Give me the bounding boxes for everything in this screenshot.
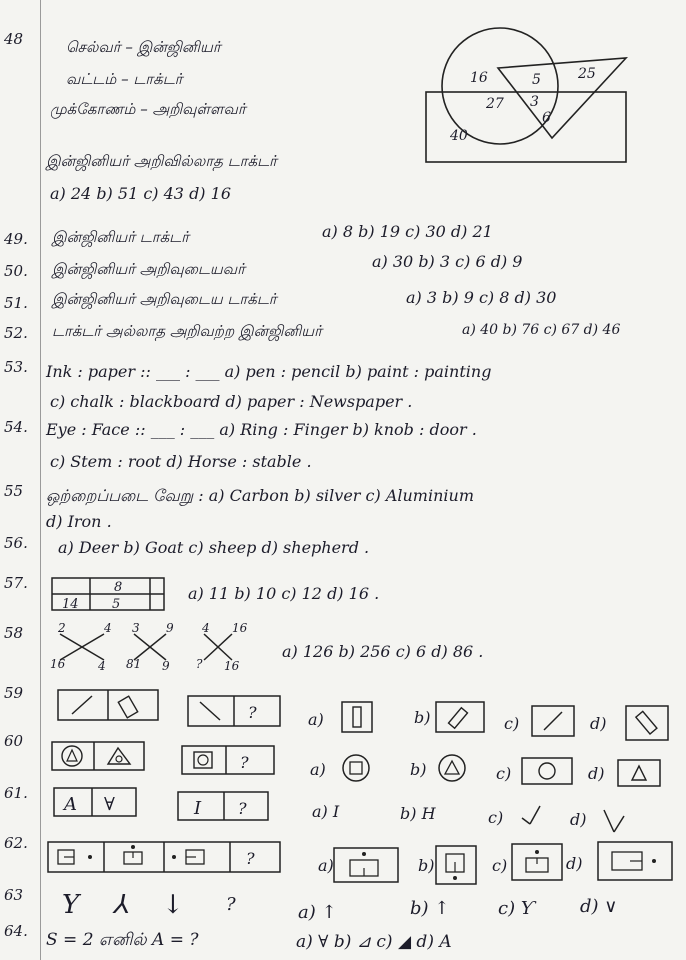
- margin-line: [40, 0, 41, 960]
- q48-venn-diagram: [420, 26, 640, 168]
- q57-grid: [50, 574, 170, 614]
- q63-seq-2: ⅄: [114, 890, 130, 920]
- q61-opt-a[interactable]: a) I: [312, 802, 340, 821]
- q55-line2: d) Iron .: [46, 512, 112, 531]
- q58-c3-tr: 16: [232, 621, 248, 635]
- q49-number: 49.: [4, 230, 28, 248]
- q58-c1-bl: 16: [50, 657, 66, 671]
- q54-number: 54.: [4, 418, 28, 436]
- q64-number: 64.: [4, 922, 28, 940]
- q59-number: 59: [4, 684, 24, 702]
- q63-opt-c[interactable]: c) Ƴ: [498, 898, 535, 919]
- q57-number: 57.: [4, 574, 28, 592]
- q58-c2-tr: 9: [166, 621, 174, 635]
- q56-text: a) Deer b) Goat c) sheep d) shepherd .: [58, 538, 370, 557]
- q62-opt-c-label: c): [492, 856, 508, 875]
- q59-opt-c-label: c): [504, 714, 520, 733]
- venn-value-5: 5: [532, 72, 541, 88]
- q63-opt-d[interactable]: d) ∨: [580, 896, 618, 917]
- q58-c2-tl: 3: [132, 621, 140, 635]
- q59-opt-a-label: a): [308, 710, 324, 729]
- q58-c1-br: 4: [98, 659, 106, 672]
- q49-options: a) 8 b) 19 c) 30 d) 21: [322, 222, 493, 241]
- q63-seq-1: Y: [62, 890, 80, 920]
- q60-opt-b-figure[interactable]: [436, 752, 472, 786]
- venn-value-25: 25: [578, 66, 596, 82]
- q61-problem-figure: [52, 786, 142, 820]
- q62-opt-d-label: d): [566, 854, 583, 873]
- q53-line1: Ink : paper :: ___ : ___ a) pen : pencil b) paint : painting: [46, 362, 492, 381]
- q57-options: a) 11 b) 10 c) 12 d) 16 .: [188, 584, 380, 603]
- q63-seq-3: ↓: [162, 890, 184, 920]
- q59-slash-icon: [72, 696, 92, 714]
- q59-opt-d-label: d): [590, 714, 607, 733]
- q59-question-figure: [186, 694, 286, 730]
- venn-value-16: 16: [470, 70, 488, 86]
- q58-number: 58: [4, 624, 24, 642]
- q60-opt-a-label: a): [310, 760, 326, 779]
- q60-problem-figure: [50, 740, 150, 774]
- venn-value-3: 3: [530, 94, 539, 110]
- q52-options: a) 40 b) 76 c) 67 d) 46: [462, 322, 621, 338]
- q60-opt-a-figure[interactable]: [340, 752, 376, 786]
- q61-cell-2: ∀: [104, 794, 115, 815]
- q60-question-mark: ?: [240, 753, 249, 772]
- q64-options: a) ∀ b) ⊿ c) ◢ d) A: [296, 932, 452, 952]
- q58-cross-3: [196, 621, 248, 672]
- q60-opt-c-figure[interactable]: [520, 756, 576, 788]
- q60-opt-d-label: d): [588, 764, 605, 783]
- q62-opt-a-label: a): [318, 856, 334, 875]
- q62-opt-c-figure[interactable]: [510, 842, 566, 884]
- q62-opt-b-figure[interactable]: [434, 844, 480, 888]
- q60-opt-d-figure[interactable]: [616, 758, 666, 790]
- q58-c1-tl: 2: [58, 621, 66, 635]
- q48-legend-2: வட்டம் – டாக்டர்: [66, 70, 183, 88]
- q63-seq-4: ?: [226, 894, 236, 915]
- q63-opt-b[interactable]: b) ↑: [410, 898, 450, 919]
- q50-options: a) 30 b) 3 c) 6 d) 9: [372, 252, 523, 271]
- q55-line1: ஒற்றைப்படை வேறு : a) Carbon b) silver c) Aluminium: [46, 486, 474, 505]
- q50-number: 50.: [4, 262, 28, 280]
- q58-c2-br: 9: [162, 659, 170, 672]
- q64-text: S = 2 எனில் A = ?: [46, 930, 199, 950]
- q59-problem-figure: [56, 688, 176, 724]
- q61-opt-d-label: d): [570, 810, 587, 829]
- q59-opt-d-figure[interactable]: [624, 704, 674, 744]
- q53-number: 53.: [4, 358, 28, 376]
- q50-text: இன்ஜினியர் அறிவுடையவர்: [52, 260, 245, 278]
- q62-number: 62.: [4, 834, 28, 852]
- q59-opt-b-figure[interactable]: [434, 700, 490, 736]
- q53-line2: c) chalk : blackboard d) paper : Newspaper .: [50, 392, 413, 411]
- q54-line2: c) Stem : root d) Horse : stable .: [50, 452, 312, 471]
- q58-options: a) 126 b) 256 c) 6 d) 86 .: [282, 642, 484, 661]
- q59-tilted-rect-icon: [118, 696, 137, 718]
- q58-c3-br: 16: [224, 659, 240, 672]
- q52-text: டாக்டர் அல்லாத அறிவற்ற இன்ஜினியர்: [52, 322, 323, 340]
- q52-number: 52.: [4, 324, 28, 342]
- q60-question-figure: [180, 744, 280, 778]
- q58-c3-tl: 4: [202, 621, 210, 635]
- q48-legend-1: செல்வர் – இன்ஜினியர்: [66, 38, 221, 56]
- q62-opt-b-label: b): [418, 856, 435, 875]
- q59-opt-c-figure[interactable]: [530, 704, 580, 740]
- q61-number: 61.: [4, 784, 28, 802]
- q59-opt-a-figure[interactable]: [340, 700, 376, 736]
- q51-options: a) 3 b) 9 c) 8 d) 30: [406, 288, 557, 307]
- q61-opt-c-label: c): [488, 808, 504, 827]
- q61-cell-3: I: [194, 798, 202, 819]
- q49-text: இன்ஜினியர் டாக்டர்: [52, 228, 189, 246]
- venn-value-27: 27: [486, 96, 504, 112]
- q57-cell-bottom: 5: [112, 597, 121, 612]
- q61-opt-c-figure[interactable]: [516, 802, 546, 828]
- q61-opt-b[interactable]: b) H: [400, 804, 436, 823]
- q58-c2-bl: 81: [126, 657, 142, 671]
- q57-cell-left: 14: [62, 597, 79, 612]
- q63-number: 63: [4, 886, 24, 904]
- venn-rectangle: [426, 92, 626, 162]
- q60-number: 60: [4, 732, 24, 750]
- q58-cross-2: [126, 621, 174, 672]
- q60-opt-c-label: c): [496, 764, 512, 783]
- q61-opt-d-figure[interactable]: [600, 806, 630, 836]
- q51-text: இன்ஜினியர் அறிவுடைய டாக்டர்: [52, 290, 277, 308]
- q48-legend-3: முக்கோணம் – அறிவுள்ளவர்: [50, 100, 246, 118]
- q59-question-mark: ?: [248, 703, 257, 722]
- q51-number: 51.: [4, 294, 28, 312]
- q61-question-figure: [176, 790, 276, 824]
- q58-c1-tr: 4: [104, 621, 112, 635]
- q63-opt-a[interactable]: a) ↑: [298, 902, 337, 923]
- q62-opt-d-figure[interactable]: [596, 840, 676, 884]
- q62-problem-figure: [46, 840, 286, 876]
- venn-triangle: [498, 58, 626, 138]
- q59-backslash-icon: [200, 702, 220, 720]
- q61-cell-1: A: [64, 794, 77, 815]
- venn-value-6: 6: [542, 110, 551, 126]
- q58-cross-1: [50, 621, 112, 672]
- q62-opt-a-figure[interactable]: [332, 846, 402, 886]
- q48-options: a) 24 b) 51 c) 43 d) 16: [50, 184, 231, 203]
- q48-question: இன்ஜினியர் அறிவில்லாத டாக்டர்: [46, 152, 277, 170]
- q54-line1: Eye : Face :: ___ : ___ a) Ring : Finger b) knob : door .: [46, 420, 477, 439]
- q61-cell-4: ?: [238, 799, 247, 818]
- venn-value-40: 40: [450, 128, 468, 144]
- q60-opt-b-label: b): [410, 760, 427, 779]
- q55-number: 55: [4, 482, 24, 500]
- q58-c3-bl: ?: [196, 657, 203, 671]
- q48-number: 48: [4, 30, 24, 48]
- q62-question-mark: ?: [246, 849, 255, 868]
- q56-number: 56.: [4, 534, 28, 552]
- q59-opt-b-label: b): [414, 708, 431, 727]
- q57-cell-top: 8: [114, 580, 123, 595]
- q58-crosses: [46, 620, 256, 672]
